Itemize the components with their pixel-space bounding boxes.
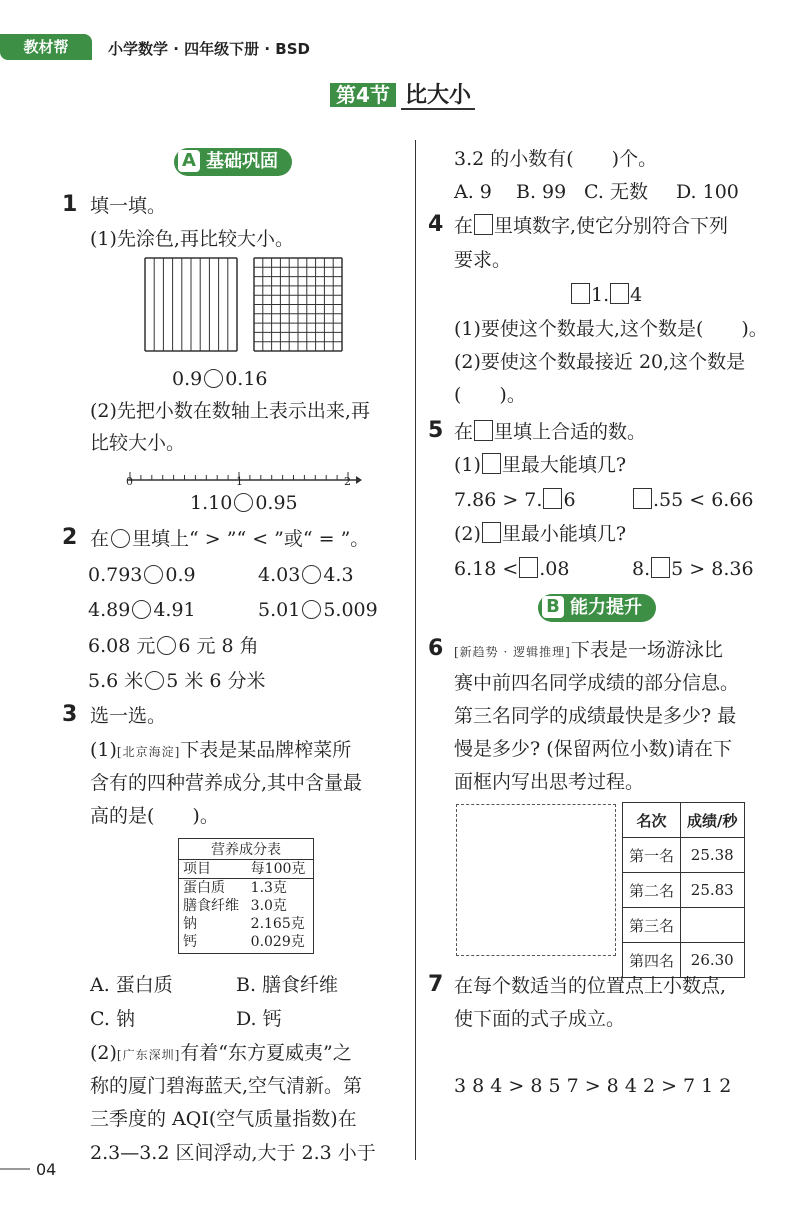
circle-icon [111, 529, 130, 548]
table-row: 第一名 25.38 [623, 838, 745, 873]
table-header: 每100克 [250, 861, 306, 877]
compare-circle[interactable] [144, 565, 163, 584]
q1-compare-2: 1.10 0.95 [190, 492, 298, 514]
q2-item: 4.03 4.3 [258, 564, 354, 586]
q4-sub2-b: ( )。 [454, 384, 526, 406]
q4-stem-c: 要求。 [454, 249, 512, 271]
q4-number: 4 [428, 212, 444, 237]
q3-option-c[interactable]: C. 钠 [90, 1008, 135, 1030]
q1-number: 1 [62, 192, 78, 217]
q1-part2-a: (2)先把小数在数轴上表示出来,再 [90, 400, 370, 422]
q4-sub2-a: (2)要使这个数最接近 20,这个数是 [454, 351, 746, 373]
table-row: 钙 0.029克 [183, 934, 305, 950]
q5-expr1: 7.86 > 7. 6 [454, 489, 576, 511]
swim-results-table [622, 802, 745, 978]
table-header: 成绩/秒 [681, 803, 744, 838]
section-title: 比大小 [401, 83, 475, 110]
q5-sub1: (1) 里最大能填几? [454, 454, 627, 476]
q3-part1-c: 高的是( )。 [90, 805, 219, 827]
q2-item: 4.89 4.91 [88, 599, 196, 621]
square-icon [474, 420, 493, 441]
q3-part2-option-a[interactable]: A. 9 [454, 181, 492, 203]
table-row: 第四名 26.30 [623, 943, 745, 978]
compare-circle[interactable] [145, 671, 164, 690]
section-label: 第4节 [330, 83, 396, 107]
q1-stem: 填一填。 [90, 195, 167, 217]
column-divider [415, 140, 416, 1160]
q7-line-b: 使下面的式子成立。 [454, 1008, 626, 1030]
q1-compare-1: 0.9 0.16 [172, 368, 268, 390]
table-row: 第二名 25.83 [623, 873, 745, 908]
compare-circle[interactable] [234, 493, 253, 512]
compare-circle[interactable] [204, 369, 223, 388]
q1-part2-b: 比较大小。 [90, 432, 186, 454]
axis-tick-1: 1 [236, 475, 243, 488]
q3-part2-option-d[interactable]: D. 100 [676, 181, 739, 203]
q3-option-b[interactable]: B. 膳食纤维 [236, 974, 339, 996]
table-row: 钠 2.165克 [183, 916, 305, 932]
q2-stem: 在 里填上“ > ”“ < ”或“ = ”。 [90, 528, 370, 550]
q2-item: 6.08 元 6 元 8 角 [88, 635, 259, 657]
axis-tick-0: 0 [126, 475, 133, 488]
q5-stem: 在 里填上合适的数。 [454, 421, 647, 443]
q7-number: 7 [428, 972, 444, 997]
q3-number: 3 [62, 702, 78, 727]
page-number: 04 [36, 1160, 57, 1179]
part-b-heading: B 能力提升 [538, 594, 656, 622]
axis-tick-2: 2 [344, 475, 351, 488]
q6-line-c: 第三名同学的成绩最快是多少? 最 [454, 705, 737, 727]
nutrition-table-title: 营养成分表 [179, 841, 313, 860]
q5-sub2: (2) 里最小能填几? [454, 523, 627, 545]
compare-circle[interactable] [302, 565, 321, 584]
q4-stem: 在 里填数字,使它分别符合下列 [454, 215, 729, 237]
q7-line-a: 在每个数适当的位置点上小数点, [454, 975, 727, 997]
footer-rule [0, 1168, 30, 1170]
q3-part1-b: 含有的四种营养成分,其中含量最 [90, 772, 363, 794]
table-row: 蛋白质 1.3克 [183, 880, 287, 896]
q3-part1-a: (1)[北京海淀]下表是某品牌榨菜所 [90, 739, 352, 761]
q5-number: 5 [428, 418, 444, 443]
book-tag: 教材帮 [0, 34, 92, 60]
q3-option-d[interactable]: D. 钙 [236, 1008, 282, 1030]
q6-number: 6 [428, 636, 444, 661]
q3-option-a[interactable]: A. 蛋白质 [90, 974, 173, 996]
digit-box[interactable] [633, 488, 652, 509]
digit-box[interactable] [571, 283, 590, 304]
square-icon [482, 522, 501, 543]
q3-part2-e: 3.2 的小数有( )个。 [454, 148, 658, 170]
q4-sub1: (1)要使这个数最大,这个数是( )。 [454, 318, 768, 340]
q6-line-d: 慢是多少? (保留两位小数)请在下 [454, 738, 733, 760]
q5-expr4: 8. 5 > 8.36 [632, 558, 754, 580]
tenths-grid [145, 258, 237, 351]
q6-line-a: [新趋势 · 逻辑推理]下表是一场游泳比 [454, 639, 723, 661]
table-header: 名次 [623, 803, 681, 838]
q3-part2-d: 2.3—3.2 区间浮动,大于 2.3 小于 [90, 1142, 376, 1164]
q7-equation: 3 8 4 > 8 5 7 > 8 4 2 > 7 1 2 [454, 1075, 732, 1097]
q5-expr2: .55 < 6.66 [632, 487, 754, 513]
q2-item: 5.01 5.009 [258, 599, 378, 621]
q3-stem: 选一选。 [90, 705, 167, 727]
book-subtitle: 小学数学 · 四年级下册 · BSD [108, 40, 310, 58]
nutrition-table [178, 838, 314, 954]
q3-part2-option-c[interactable]: C. 无数 [584, 181, 648, 203]
q1-part1: (1)先涂色,再比较大小。 [90, 228, 294, 250]
square-icon [474, 214, 493, 235]
q6-line-b: 赛中前四名同学成绩的部分信息。 [454, 672, 740, 694]
table-row: 第三名 [623, 908, 745, 943]
q2-item: 5.6 米 5 米 6 分米 [88, 670, 266, 692]
table-header: 项目 [183, 861, 211, 877]
hundredths-grid [254, 258, 342, 351]
compare-circle[interactable] [302, 600, 321, 619]
q4-number-template: 1. 4 [570, 282, 642, 308]
digit-box[interactable] [519, 557, 538, 578]
section-heading [330, 80, 475, 111]
part-a-heading: A 基础巩固 [174, 148, 292, 176]
digit-box[interactable] [543, 488, 562, 509]
table-row: 膳食纤维 3.0克 [183, 898, 287, 914]
q3-part2-c: 三季度的 AQI(空气质量指数)在 [90, 1108, 357, 1130]
compare-circle[interactable] [132, 600, 151, 619]
q2-item: 0.793 0.9 [88, 564, 196, 586]
q3-part2-option-b[interactable]: B. 99 [516, 181, 567, 203]
digit-box[interactable] [651, 557, 670, 578]
q3-part2-b: 称的厦门碧海蓝天,空气清新。第 [90, 1075, 363, 1097]
answer-box[interactable] [456, 804, 616, 956]
q6-line-e: 面框内写出思考过程。 [454, 771, 645, 793]
compare-circle[interactable] [157, 636, 176, 655]
q5-expr3: 6.18 < .08 [454, 558, 570, 580]
q1-grid-figures [144, 257, 344, 354]
square-icon [482, 453, 501, 474]
digit-box[interactable] [610, 283, 629, 304]
q3-part2-a: (2)[广东深圳]有着“东方夏威夷”之 [90, 1042, 352, 1064]
q2-number: 2 [62, 525, 78, 550]
